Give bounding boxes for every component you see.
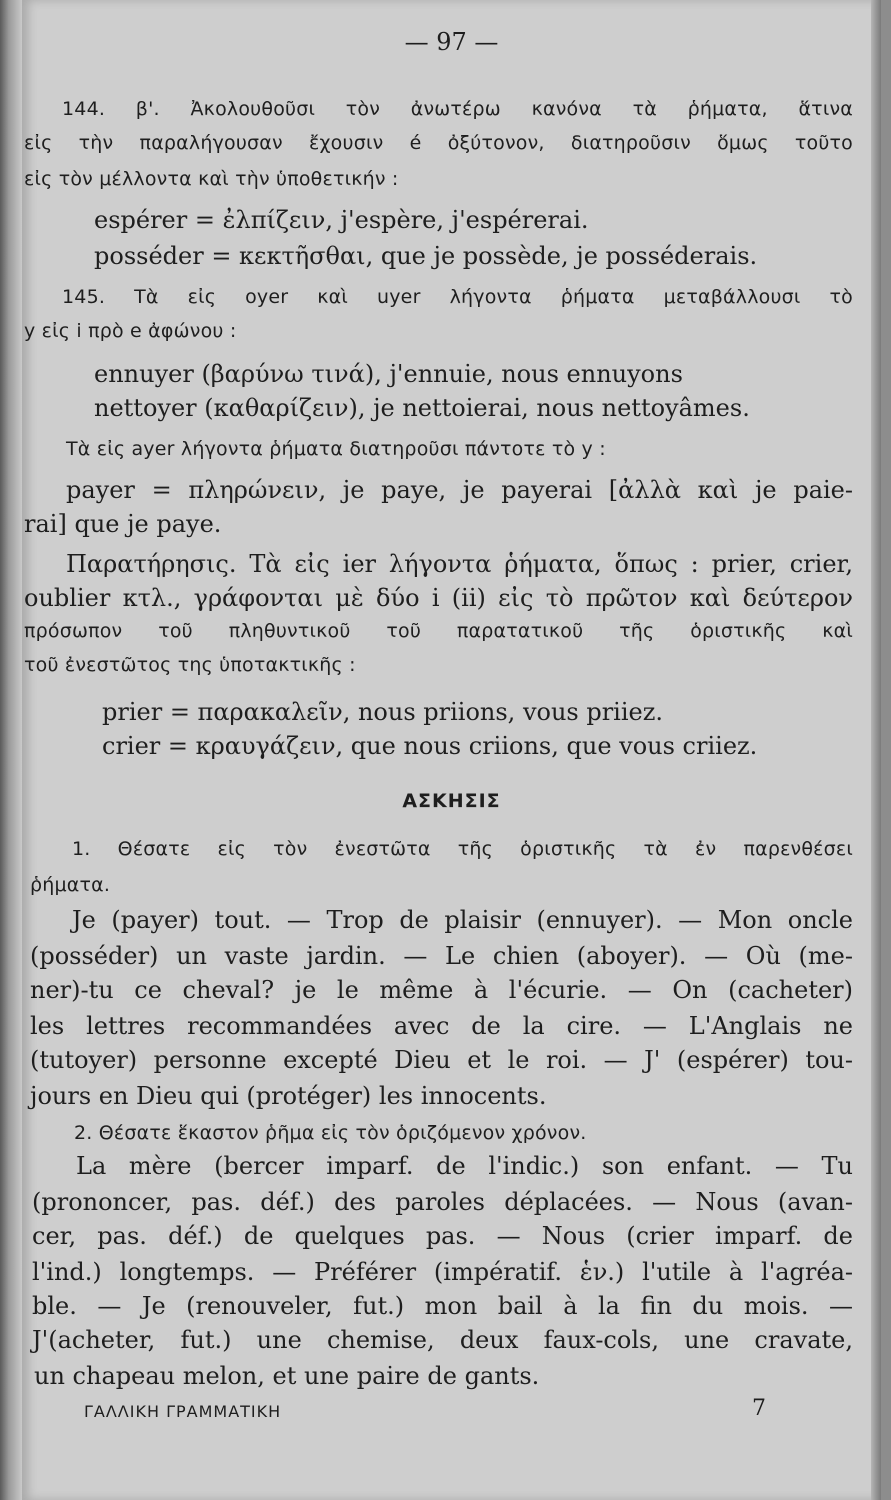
text-line: 1. Θέσατε εἰς τὸν ἐνεστῶτα τῆς ὁριστικῆς τὰ ἐν παρενθέσει bbox=[72, 838, 853, 860]
text-line: nettoyer (καθαρίζειν), je nettoierai, nous nettoyâmes. bbox=[94, 394, 750, 422]
text-line: oublier κτλ., γράφονται μὲ δύο i (ii) εἰς τὸ πρῶτον καὶ δεύτερον bbox=[24, 584, 853, 612]
text-line: ble. — Je (renouveler, fut.) mon bail à la fin du mois. — bbox=[32, 1292, 853, 1320]
text-line: espérer = ἐλπίζειν, j'espère, j'espérerai. bbox=[94, 206, 589, 234]
text-line: l'ind.) longtemps. — Préférer (impératif. ἑν.) l'utile à l'agréa- bbox=[32, 1258, 853, 1286]
running-footer-title: ΓΑΛΛΙΚΗ ΓΡΑΜΜΑΤΙΚΗ bbox=[84, 1402, 282, 1421]
text-line: ennuyer (βαρύνω τινά), j'ennuie, nous ennuyons bbox=[94, 360, 683, 388]
text-line: εἰς τὴν παραλήγουσαν ἔχουσιν é ὀξύτονον, διατηροῦσιν ὅμως τοῦτο bbox=[24, 132, 853, 154]
text-line: rai] que je paye. bbox=[24, 510, 222, 538]
text-line: prier = παρακαλεῖν, nous priions, vous priiez. bbox=[102, 698, 664, 726]
section-heading: ΑΣΚΗΣΙΣ bbox=[402, 790, 501, 812]
text-line: Παρατήρησις. Τὰ εἰς ier λήγοντα ῥήματα, ὅπως : prier, crier, bbox=[66, 550, 853, 578]
signature-mark: 7 bbox=[752, 1396, 766, 1421]
text-line: (tutoyer) personne excepté Dieu et le roi. — J' (espérer) tou- bbox=[30, 1046, 853, 1074]
text-line: (posséder) un vaste jardin. — Le chien (aboyer). — Où (me- bbox=[30, 942, 853, 970]
text-line: jours en Dieu qui (protéger) les innocents. bbox=[30, 1082, 547, 1110]
text-line: J'(acheter, fut.) une chemise, deux faux-cols, une cravate, bbox=[32, 1326, 853, 1354]
text-line: cer, pas. déf.) de quelques pas. — Nous (crier imparf. de bbox=[32, 1222, 853, 1250]
text-line: un chapeau melon, et une paire de gants. bbox=[34, 1362, 540, 1390]
text-line: posséder = κεκτῆσθαι, que je possède, je posséderais. bbox=[94, 242, 758, 270]
text-line: les lettres recommandées avec de la cire. — L'Anglais ne bbox=[30, 1012, 853, 1040]
text-line: y εἰς i πρὸ e ἀφώνου : bbox=[24, 320, 237, 342]
text-line: τοῦ ἐνεστῶτος της ὑποτακτικῆς : bbox=[24, 654, 356, 676]
text-line: 2. Θέσατε ἕκαστον ῥῆμα εἰς τὸν ὁριζόμενον χρόνον. bbox=[74, 1122, 587, 1144]
text-line: εἰς τὸν μέλλοντα καὶ τὴν ὑποθετικήν : bbox=[24, 168, 399, 190]
text-line: πρόσωπον τοῦ πληθυντικοῦ τοῦ παρατατικοῦ τῆς ὁριστικῆς καὶ bbox=[24, 620, 853, 642]
book-spine bbox=[0, 0, 22, 1500]
text-line: crier = κραυγάζειν, que nous criions, que vous criiez. bbox=[102, 732, 758, 760]
text-line: 145. Τὰ εἰς oyer καὶ uyer λήγοντα ῥήματα μεταβάλλουσι τὸ bbox=[62, 286, 853, 308]
text-line: 144. β'. Ἀκολουθοῦσι τὸν ἀνωτέρω κανόνα τὰ ῥήματα, ἅτινα bbox=[62, 98, 853, 120]
text-line: ner)-tu ce cheval? je le même à l'écurie. — On (cacheter) bbox=[30, 976, 853, 1004]
text-line: La mère (bercer imparf. de l'indic.) son enfant. — Tu bbox=[76, 1152, 853, 1180]
page-number: — 97 — bbox=[404, 28, 499, 56]
text-line: Τὰ εἰς ayer λήγοντα ῥήματα διατηροῦσι πάντοτε τὸ y : bbox=[66, 438, 606, 460]
page-edge bbox=[871, 0, 881, 1500]
book-page bbox=[22, 0, 881, 1500]
text-line: (prononcer, pas. déf.) des paroles déplacées. — Nous (avan- bbox=[32, 1188, 853, 1216]
text-line: payer = πληρώνειν, je paye, je payerai [ἀλλὰ καὶ je paie- bbox=[66, 476, 853, 504]
text-line: ῥήματα. bbox=[30, 874, 111, 896]
text-line: Je (payer) tout. — Trop de plaisir (ennuyer). — Mon oncle bbox=[72, 906, 853, 934]
